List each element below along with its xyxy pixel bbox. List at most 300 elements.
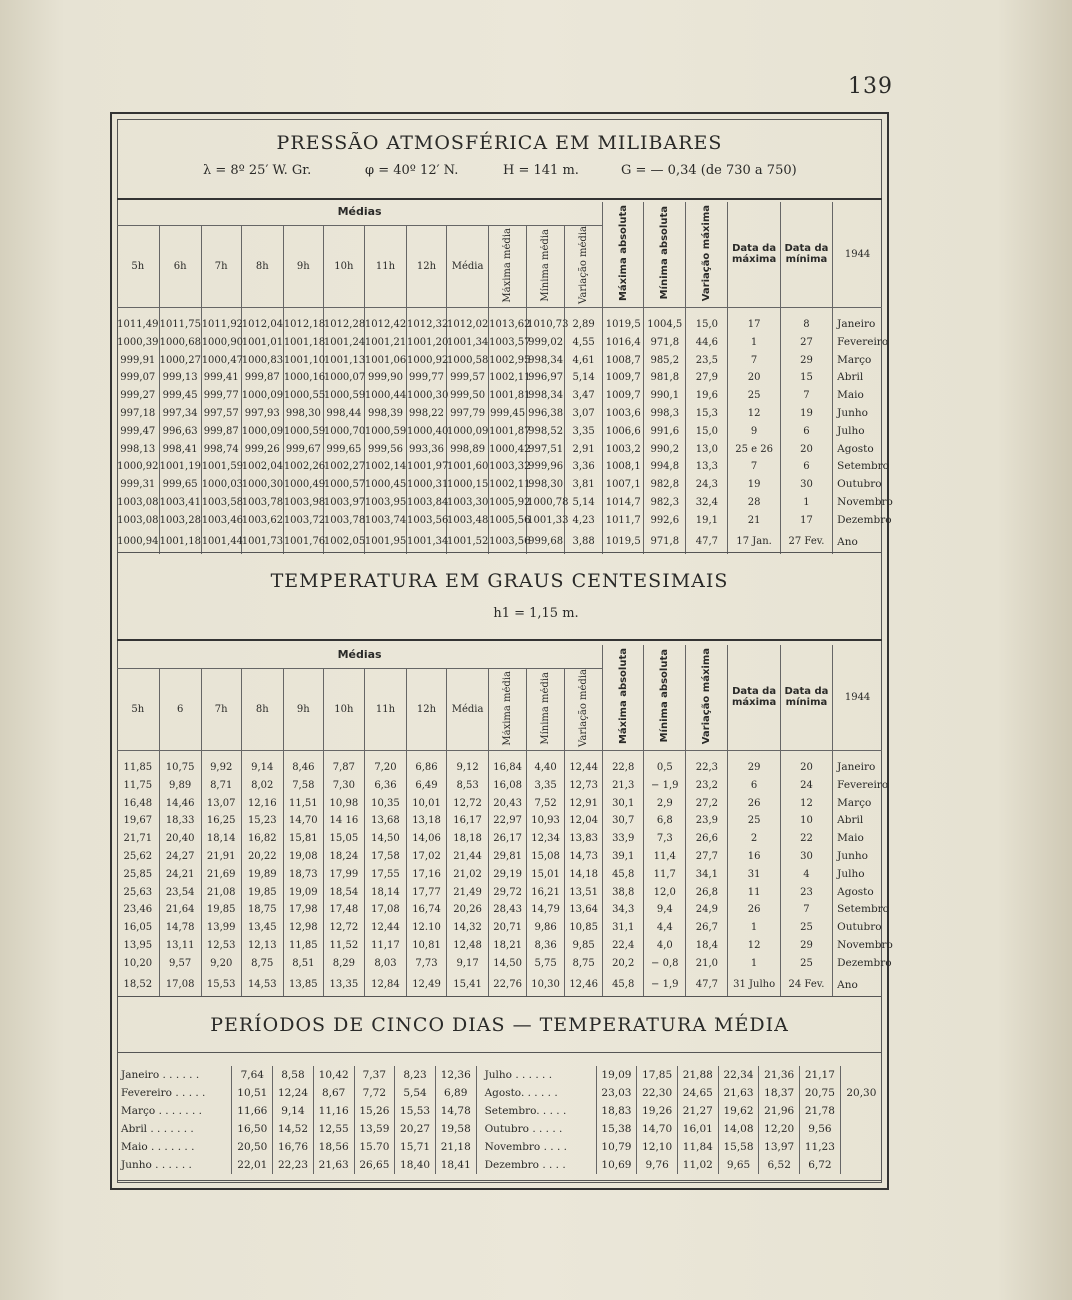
table-cell: 16,21 xyxy=(527,884,565,902)
table-cell: 1003,30 xyxy=(447,494,489,512)
table-cell: 999,13 xyxy=(159,369,201,387)
summary-cell: 24 Fev. xyxy=(780,973,832,997)
five-day-value: 15,53 xyxy=(395,1102,436,1120)
table-cell: 999,65 xyxy=(159,476,201,494)
five-day-value: 16,50 xyxy=(232,1120,273,1138)
table-cell: 999,45 xyxy=(159,387,201,405)
header-hour: 11h xyxy=(364,226,406,308)
table-cell: 1008,7 xyxy=(603,352,644,370)
summary-cell: 13,85 xyxy=(283,973,323,997)
five-day-value: 13,97 xyxy=(759,1138,800,1156)
five-day-value: 16,76 xyxy=(273,1138,314,1156)
table-cell: 997,93 xyxy=(241,405,283,423)
summary-cell: 999,68 xyxy=(527,530,565,554)
table-cell: 1002,04 xyxy=(241,458,283,476)
table-cell: 11 xyxy=(728,884,780,902)
table-cell: 982,3 xyxy=(644,494,686,512)
table-cell: 29,81 xyxy=(489,848,527,866)
table-row xyxy=(117,405,882,423)
table-row xyxy=(117,866,882,884)
summary-cell: 27 Fev. xyxy=(780,530,832,554)
table-cell: 1001,24 xyxy=(323,334,364,352)
table-cell: 998,30 xyxy=(283,405,323,423)
table-cell: 25 xyxy=(728,812,780,830)
table-cell: 1001,19 xyxy=(159,458,201,476)
month-label: Agosto xyxy=(833,441,882,459)
five-day-value: 7,37 xyxy=(354,1066,395,1084)
table-cell: 4,61 xyxy=(565,352,603,370)
header-hour: 10h xyxy=(323,226,364,308)
table-cell: 7 xyxy=(728,352,780,370)
five-day-value: 7,64 xyxy=(232,1066,273,1084)
table-cell: 20,22 xyxy=(241,848,283,866)
header-variacao-media: Variação média xyxy=(565,226,603,308)
table-cell: 9,12 xyxy=(447,759,489,777)
header-media: Média xyxy=(447,226,489,308)
table-cell: 1001,18 xyxy=(283,334,323,352)
table-cell: 997,51 xyxy=(527,441,565,459)
table-cell: 996,63 xyxy=(159,423,201,441)
month-label: Dezembro xyxy=(833,955,882,973)
table-cell: 7 xyxy=(780,901,832,919)
table-cell: 23,5 xyxy=(686,352,728,370)
rule xyxy=(117,1052,882,1053)
table-cell: 2,89 xyxy=(565,316,603,334)
table-cell: 12,73 xyxy=(565,777,603,795)
table-cell: 25 xyxy=(728,387,780,405)
month-label: Outubro xyxy=(833,919,882,937)
table-cell: 1001,97 xyxy=(407,458,447,476)
month-label: Abril . . . . . . . xyxy=(121,1123,194,1135)
table-cell: 22,8 xyxy=(603,759,644,777)
header-hour: 10h xyxy=(323,669,364,751)
table-cell: 18,14 xyxy=(201,830,241,848)
five-day-value: 21,63 xyxy=(313,1156,354,1174)
table-cell: 30 xyxy=(780,848,832,866)
table-cell: 999,41 xyxy=(201,369,241,387)
table-cell: 16,84 xyxy=(489,759,527,777)
table-cell: 997,34 xyxy=(159,405,201,423)
table-cell: 22,97 xyxy=(489,812,527,830)
table-cell: 1 xyxy=(728,334,780,352)
table-cell: 1004,5 xyxy=(644,316,686,334)
five-day-value: 15,58 xyxy=(718,1138,759,1156)
table-cell: 4 xyxy=(780,866,832,884)
table-cell: 1003,28 xyxy=(159,512,201,530)
table-cell: 1001,13 xyxy=(323,352,364,370)
table-cell: 4,4 xyxy=(644,919,686,937)
table-cell: 13,07 xyxy=(201,795,241,813)
five-day-value: 24,65 xyxy=(677,1084,718,1102)
table-cell: 1000,58 xyxy=(447,352,489,370)
summary-cell: 12,84 xyxy=(364,973,406,997)
five-day-value: 10,69 xyxy=(596,1156,637,1174)
table-cell: 1001,10 xyxy=(283,352,323,370)
five-day-value: 13,59 xyxy=(354,1120,395,1138)
header-hour: 8h xyxy=(241,226,283,308)
header-minima-media: Mínima média xyxy=(527,669,565,751)
table-cell: 19,08 xyxy=(283,848,323,866)
five-day-value: 22,34 xyxy=(718,1066,759,1084)
table-cell: 1 xyxy=(728,955,780,973)
table-cell: 19,09 xyxy=(283,884,323,902)
table-cell: 11,17 xyxy=(364,937,406,955)
five-day-value: 6,52 xyxy=(759,1156,800,1174)
spacer-row xyxy=(117,307,882,316)
table-cell: 17 xyxy=(780,512,832,530)
table-cell: 7 xyxy=(780,387,832,405)
table-cell: 15,3 xyxy=(686,405,728,423)
table-cell: 26,7 xyxy=(686,919,728,937)
five-day-value: 22,23 xyxy=(273,1156,314,1174)
month-label: Fevereiro . . . . . xyxy=(121,1087,206,1099)
five-day-value: 6,72 xyxy=(800,1156,841,1174)
table-cell: 20,26 xyxy=(447,901,489,919)
table-cell: 18,75 xyxy=(241,901,283,919)
table-cell: 1012,28 xyxy=(323,316,364,334)
temperature-table xyxy=(117,645,893,997)
table-cell: 999,65 xyxy=(323,441,364,459)
summary-cell: 47,7 xyxy=(686,973,728,997)
five-day-value: 15,26 xyxy=(354,1102,395,1120)
table-cell: 15,81 xyxy=(283,830,323,848)
table-cell: 997,79 xyxy=(447,405,489,423)
table-cell: 1000,83 xyxy=(241,352,283,370)
five-day-value: 8,58 xyxy=(273,1066,314,1084)
header-hour: 7h xyxy=(201,226,241,308)
table-cell: 15,23 xyxy=(241,812,283,830)
table-cell: − 1,9 xyxy=(644,777,686,795)
table-cell: 12,48 xyxy=(447,937,489,955)
five-day-value: 9,14 xyxy=(273,1102,314,1120)
table-cell: 993,36 xyxy=(407,441,447,459)
table-row xyxy=(117,937,882,955)
summary-cell: 45,8 xyxy=(603,973,644,997)
table-cell: 0,5 xyxy=(644,759,686,777)
table-cell: 10,93 xyxy=(527,812,565,830)
table-cell: 17,48 xyxy=(323,901,364,919)
table-cell: 1000,59 xyxy=(323,387,364,405)
table-cell: 6 xyxy=(780,458,832,476)
table-cell: 1000,30 xyxy=(241,476,283,494)
table-cell: 29 xyxy=(780,937,832,955)
table-cell: 27,9 xyxy=(686,369,728,387)
month-label: Julho xyxy=(833,423,882,441)
five-day-value: 19,62 xyxy=(718,1102,759,1120)
five-day-value: 12,24 xyxy=(273,1084,314,1102)
header-hour: 9h xyxy=(283,226,323,308)
table-cell: 1000,90 xyxy=(201,334,241,352)
five-day-value: 14,70 xyxy=(637,1120,678,1138)
table-cell: 27 xyxy=(780,334,832,352)
table-cell: 998,13 xyxy=(120,443,156,455)
month-label: Novembro xyxy=(833,937,882,955)
table-cell: 999,27 xyxy=(120,390,156,402)
table-cell: 1001,33 xyxy=(527,512,565,530)
medias-header: Médias xyxy=(117,202,603,226)
table-cell: 14,50 xyxy=(489,955,527,973)
header-data-minima: Data da mínima xyxy=(780,645,832,750)
header-variacao-maxima: Variação máxima xyxy=(686,202,728,307)
table-cell: 6 xyxy=(728,777,780,795)
table-cell: 12,53 xyxy=(201,937,241,955)
table-cell: 990,2 xyxy=(644,441,686,459)
header-variacao-media: Variação média xyxy=(565,669,603,751)
table-cell: 999,87 xyxy=(201,423,241,441)
table-cell: 15,01 xyxy=(527,866,565,884)
table-cell: 999,45 xyxy=(489,405,527,423)
five-day-value: 10,79 xyxy=(596,1138,637,1156)
table-cell: 18,24 xyxy=(323,848,364,866)
table-cell: 39,1 xyxy=(603,848,644,866)
month-label: Janeiro xyxy=(833,316,882,334)
five-day-row xyxy=(117,1120,882,1138)
table-cell: 1003,08 xyxy=(117,496,159,508)
summary-cell: 18,52 xyxy=(123,978,153,990)
table-cell: 23,9 xyxy=(686,812,728,830)
five-day-row xyxy=(117,1066,882,1084)
table-cell: 1003,08 xyxy=(117,514,159,526)
table-cell: 1007,1 xyxy=(603,476,644,494)
summary-cell: 15,41 xyxy=(447,973,489,997)
table-cell: 12 xyxy=(728,937,780,955)
table-cell: 31,1 xyxy=(603,919,644,937)
five-day-value: 10,51 xyxy=(232,1084,273,1102)
table-cell: 1003,32 xyxy=(489,458,527,476)
table-cell: 1000,57 xyxy=(323,476,364,494)
table-row xyxy=(117,884,882,902)
table-cell: 45,8 xyxy=(603,866,644,884)
five-day-value: 16,01 xyxy=(677,1120,718,1138)
table-cell: 22,4 xyxy=(603,937,644,955)
table-cell: − 0,8 xyxy=(644,955,686,973)
table-cell: 999,50 xyxy=(447,387,489,405)
table-cell: 981,8 xyxy=(644,369,686,387)
table-cell: 25,62 xyxy=(123,850,153,862)
table-cell: 8,46 xyxy=(283,759,323,777)
table-cell: 1000,70 xyxy=(323,423,364,441)
table-cell: 1000,92 xyxy=(407,352,447,370)
table-cell: 1009,7 xyxy=(603,369,644,387)
table-cell: 15,08 xyxy=(527,848,565,866)
table-cell: 994,8 xyxy=(644,458,686,476)
table-cell: 21,91 xyxy=(201,848,241,866)
table-cell: 21,02 xyxy=(447,866,489,884)
table-cell: 1003,84 xyxy=(407,494,447,512)
table-cell: 1012,02 xyxy=(447,316,489,334)
month-label: Julho . . . . . . xyxy=(476,1066,596,1084)
pressure-longitude: λ = 8º 25′ W. Gr. xyxy=(203,163,312,178)
table-cell: 9,92 xyxy=(201,759,241,777)
table-cell: 1012,18 xyxy=(283,316,323,334)
table-row xyxy=(117,476,882,494)
table-cell: 1000,16 xyxy=(283,369,323,387)
five-day-value: 6,89 xyxy=(435,1084,476,1102)
header-year: 1944 xyxy=(833,202,882,307)
table-cell: 16,74 xyxy=(407,901,447,919)
table-cell: 24 xyxy=(780,777,832,795)
medias-header: Médias xyxy=(117,645,603,669)
month-label: Janeiro . . . . . . xyxy=(121,1069,200,1081)
table-cell: 10,98 xyxy=(323,795,364,813)
summary-cell: 10,30 xyxy=(527,973,565,997)
table-cell: 34,1 xyxy=(686,866,728,884)
table-cell: 12,72 xyxy=(323,919,364,937)
summary-row xyxy=(117,530,882,554)
table-cell: 16,25 xyxy=(201,812,241,830)
table-cell: 14,18 xyxy=(565,866,603,884)
table-cell: 996,38 xyxy=(527,405,565,423)
table-cell: 11,85 xyxy=(123,761,153,773)
month-label: Março xyxy=(833,795,882,813)
table-cell: 13,83 xyxy=(565,830,603,848)
table-cell: 999,47 xyxy=(120,425,156,437)
table-cell: 999,90 xyxy=(364,369,406,387)
rule xyxy=(117,1180,882,1181)
five-day-value: 12,20 xyxy=(759,1120,800,1138)
table-cell: 13,64 xyxy=(565,901,603,919)
month-label: Dezembro xyxy=(833,512,882,530)
table-cell: 18,18 xyxy=(447,830,489,848)
table-cell: 1008,1 xyxy=(603,458,644,476)
table-cell: 998,22 xyxy=(407,405,447,423)
header-hour: 11h xyxy=(364,669,406,751)
header-hour: 12h xyxy=(407,669,447,751)
temperature-height: h1 = 1,15 m. xyxy=(493,606,579,621)
five-day-value: 9,76 xyxy=(637,1156,678,1174)
table-cell: 1006,6 xyxy=(603,423,644,441)
table-cell: 1011,49 xyxy=(117,318,159,330)
table-cell: 1003,78 xyxy=(323,512,364,530)
five-day-extra: 20,30 xyxy=(840,1084,882,1102)
table-cell: 7,58 xyxy=(283,777,323,795)
table-cell: 999,56 xyxy=(364,441,406,459)
table-cell: 10,20 xyxy=(123,957,153,969)
table-cell: 1000,47 xyxy=(201,352,241,370)
five-day-value: 19,26 xyxy=(637,1102,678,1120)
month-label: Março xyxy=(833,352,882,370)
table-cell: 996,97 xyxy=(527,369,565,387)
five-day-value: 17,85 xyxy=(637,1066,678,1084)
five-day-value: 19,58 xyxy=(435,1120,476,1138)
month-label: Abril xyxy=(833,812,882,830)
table-cell: 14,79 xyxy=(527,901,565,919)
table-cell: 2,9 xyxy=(644,795,686,813)
five-day-value: 11,02 xyxy=(677,1156,718,1174)
table-cell: 1000,15 xyxy=(447,476,489,494)
table-cell: 19 xyxy=(728,476,780,494)
table-cell: 1000,78 xyxy=(527,494,565,512)
header-year: 1944 xyxy=(833,645,882,750)
pressure-title: PRESSÃO ATMOSFÉRICA EM MILIBARES xyxy=(276,132,723,154)
table-cell: 1002,27 xyxy=(323,458,364,476)
table-cell: 26,8 xyxy=(686,884,728,902)
table-cell: 12,98 xyxy=(283,919,323,937)
table-cell: 1005,92 xyxy=(489,494,527,512)
table-cell: 27,2 xyxy=(686,795,728,813)
summary-cell: 1003,56 xyxy=(489,530,527,554)
table-cell: 1000,03 xyxy=(201,476,241,494)
table-cell: 7 xyxy=(728,458,780,476)
table-cell: 21,71 xyxy=(123,833,153,845)
table-cell: 1000,09 xyxy=(447,423,489,441)
table-cell: 1014,7 xyxy=(603,494,644,512)
table-cell: 29,19 xyxy=(489,866,527,884)
summary-cell: 1001,95 xyxy=(364,530,406,554)
table-cell: 999,87 xyxy=(241,369,283,387)
table-cell: 1011,7 xyxy=(603,512,644,530)
table-row xyxy=(117,423,882,441)
table-cell: 26 xyxy=(728,795,780,813)
year-label: Ano xyxy=(833,973,882,997)
five-day-row xyxy=(117,1102,882,1120)
table-cell: 7,73 xyxy=(407,955,447,973)
five-day-value: 11,23 xyxy=(800,1138,841,1156)
table-cell: 1 xyxy=(780,494,832,512)
header-hour: 5h xyxy=(117,226,159,308)
table-cell: 30,1 xyxy=(603,795,644,813)
table-cell: 998,34 xyxy=(527,387,565,405)
table-cell: 21,64 xyxy=(159,901,201,919)
five-day-value: 15,71 xyxy=(395,1138,436,1156)
table-cell: 14,73 xyxy=(565,848,603,866)
header-maxima-absoluta: Máxima absoluta xyxy=(603,202,644,307)
table-cell: 8 xyxy=(780,316,832,334)
table-cell: 17,58 xyxy=(364,848,406,866)
table-cell: 999,96 xyxy=(527,458,565,476)
table-cell: 8,03 xyxy=(364,955,406,973)
table-cell: 12,91 xyxy=(565,795,603,813)
table-cell: 1003,41 xyxy=(159,494,201,512)
summary-cell: 1001,73 xyxy=(241,530,283,554)
five-day-value: 12,55 xyxy=(313,1120,354,1138)
five-day-value: 12,36 xyxy=(435,1066,476,1084)
summary-cell: 1001,76 xyxy=(283,530,323,554)
table-cell: 8,53 xyxy=(447,777,489,795)
table-cell: 999,26 xyxy=(241,441,283,459)
pressure-latitude: φ = 40º 12′ N. xyxy=(365,163,459,178)
table-cell: 25 xyxy=(780,955,832,973)
table-row xyxy=(117,458,882,476)
five-day-value: 22,30 xyxy=(637,1084,678,1102)
table-row xyxy=(117,812,882,830)
five-day-value: 14,78 xyxy=(435,1102,476,1120)
five-day-value: 15,38 xyxy=(596,1120,637,1138)
table-cell: 3,36 xyxy=(565,458,603,476)
table-cell: 23,54 xyxy=(159,884,201,902)
table-cell: 28 xyxy=(728,494,780,512)
month-label: Novembro xyxy=(833,494,882,512)
table-cell: 18,73 xyxy=(283,866,323,884)
table-cell: 11,75 xyxy=(123,779,153,791)
table-cell: 7,3 xyxy=(644,830,686,848)
table-cell: 997,57 xyxy=(201,405,241,423)
five-day-value: 5,54 xyxy=(395,1084,436,1102)
table-cell: 18,21 xyxy=(489,937,527,955)
table-cell: 20 xyxy=(728,369,780,387)
table-cell: 4,40 xyxy=(527,759,565,777)
pressure-gravity: G = — 0,34 (de 730 a 750) xyxy=(621,163,797,178)
table-cell: 12,44 xyxy=(364,919,406,937)
summary-cell: 14,53 xyxy=(241,973,283,997)
five-day-value: 12,10 xyxy=(637,1138,678,1156)
table-cell: 11,52 xyxy=(323,937,364,955)
table-cell: 1001,87 xyxy=(489,423,527,441)
table-cell: 18,54 xyxy=(323,884,364,902)
five-day-extra xyxy=(840,1156,882,1174)
table-cell: 20,2 xyxy=(603,955,644,973)
table-cell: 17,16 xyxy=(407,866,447,884)
